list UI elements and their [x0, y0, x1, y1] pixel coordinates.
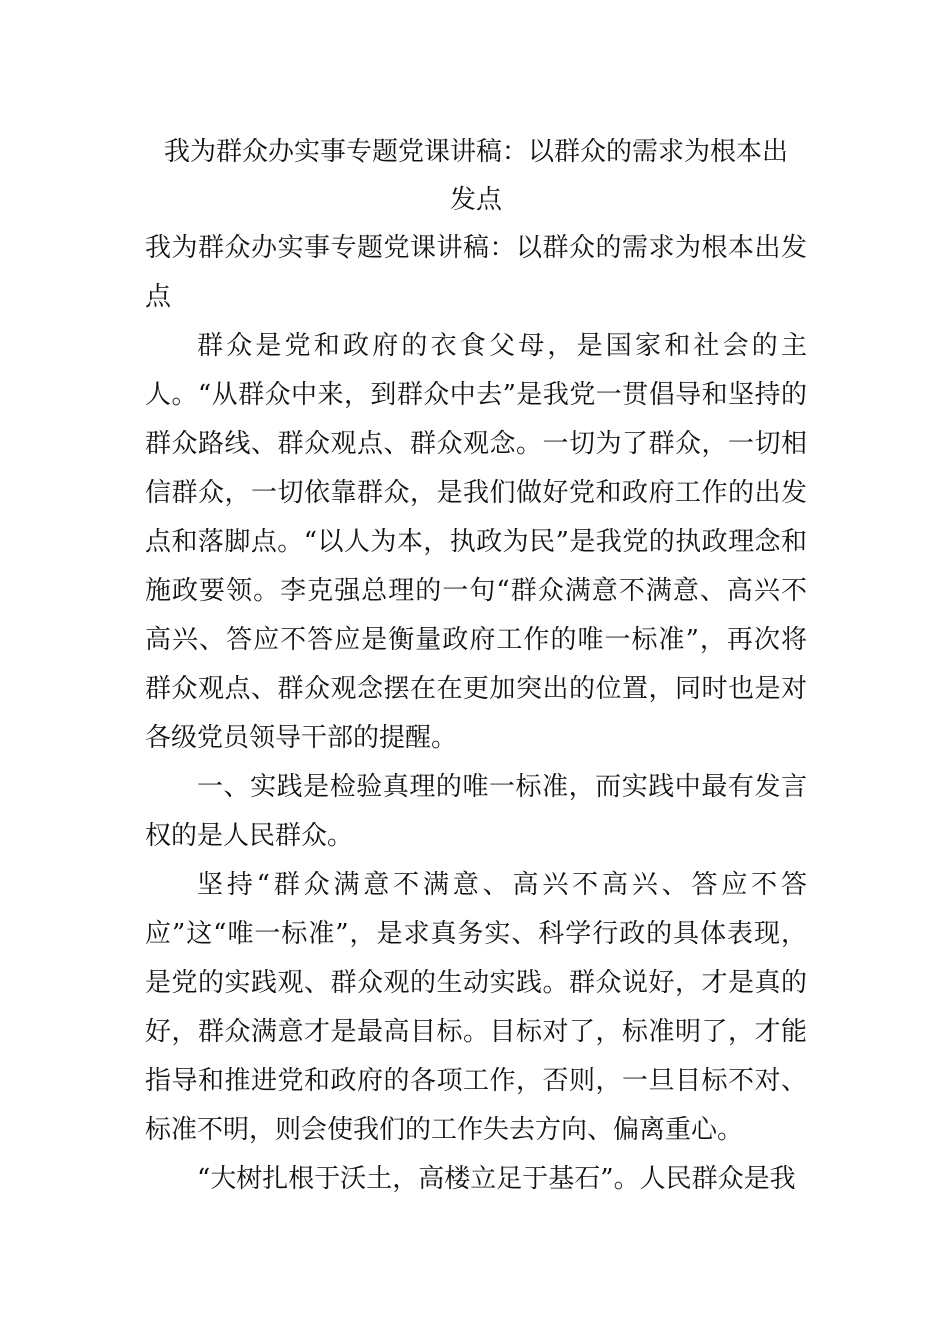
document-subtitle: 我为群众办实事专题党课讲稿：以群众的需求为根本出发点	[145, 233, 807, 312]
paragraph-standard: 坚持“群众满意不满意、高兴不高兴、答应不答应”这“唯一标准”，是求真务实、科学行政的具体表现，是党的实践观、群众观的生动实践。群众说好，才是真的好，群众满意才是最高目标。目标对了，标准明了，才能指导和推进党和政府的各项工作，否则，一旦目标不对、标准不明，则会使我们的工作失去方向、偏离重心。	[145, 870, 807, 1145]
document-body	[145, 128, 807, 1204]
section-heading-1: 一、实践是检验真理的唯一标准，而实践中最有发言权的是人民群众。	[145, 772, 807, 851]
paragraph-intro: 群众是党和政府的衣食父母，是国家和社会的主人。“从群众中来，到群众中去”是我党一贯倡导和坚持的群众路线、群众观点、群众观念。一切为了群众，一切相信群众，一切依靠群众，是我们做好党和政府工作的出发点和落脚点。“以人为本，执政为民”是我党的执政理念和施政要领。李克强总理的一句“群众满意不满意、高兴不高兴、答应不答应是衡量政府工作的唯一标准”，再次将群众观点、群众观念摆在在更加突出的位置，同时也是对各级党员领导干部的提醒。	[145, 331, 807, 753]
document-title: 我为群众办实事专题党课讲稿：以群众的需求为根本出发点	[163, 137, 788, 215]
paragraph-tree: “大树扎根于沃土，高楼立足于基石”。人民群众是我	[197, 1164, 796, 1194]
